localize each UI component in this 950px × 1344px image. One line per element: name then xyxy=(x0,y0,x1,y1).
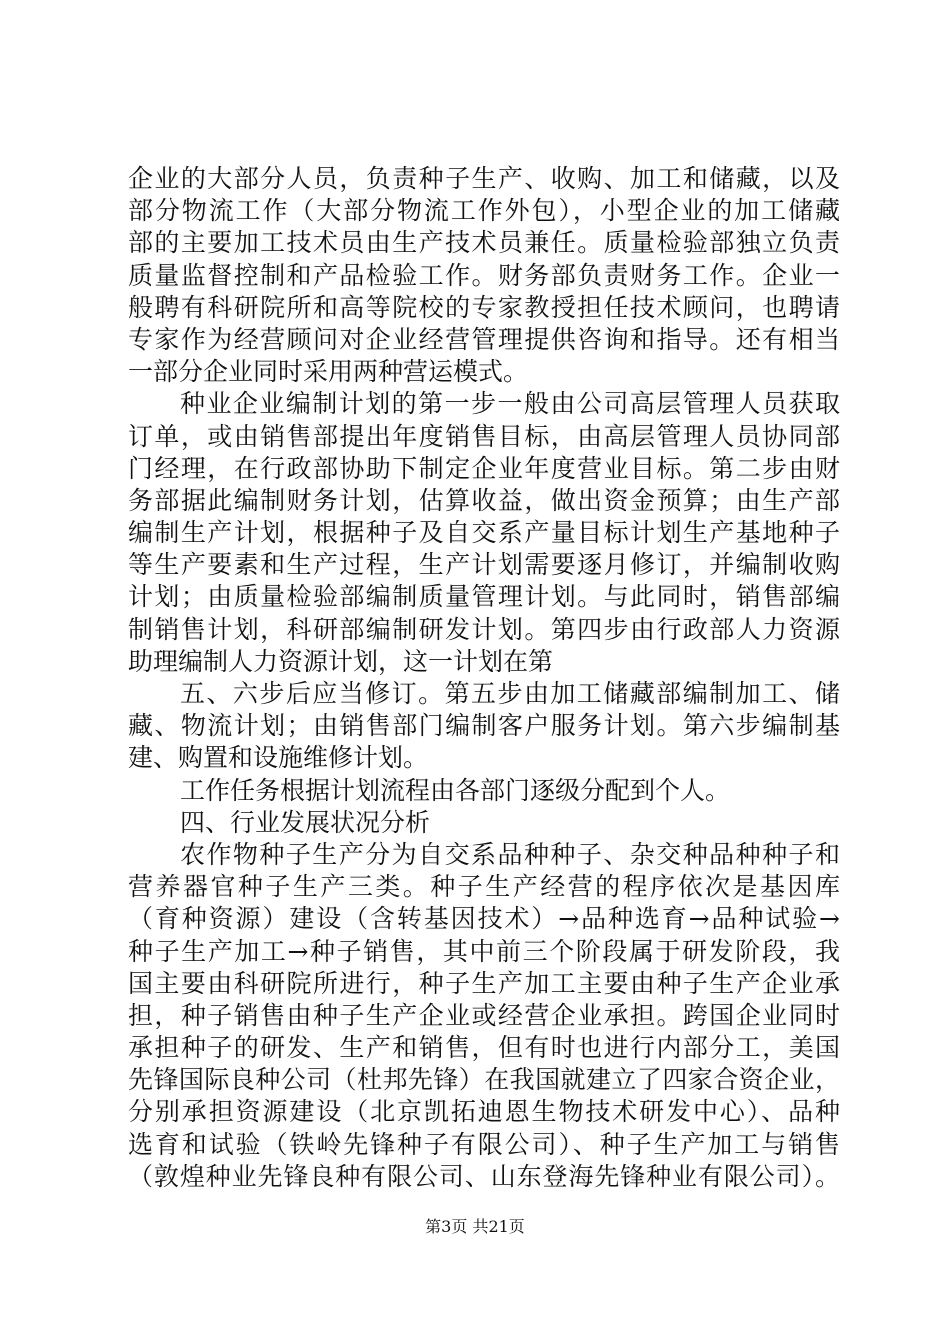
document-body xyxy=(128,163,840,1193)
text-line: 制销售计划，科研部编制研发计划。第四步由行政部人力资源 xyxy=(128,614,840,644)
text-line: 藏、物流计划；由销售部门编制客户服务计划。第六步编制基 xyxy=(128,711,840,741)
text-line: 门经理，在行政部协助下制定企业年度营业目标。第二步由财 xyxy=(128,453,840,483)
text-line: （育种资源）建设（含转基因技术）→品种选育→品种试验→ xyxy=(128,904,840,934)
text-line: 担，种子销售由种子生产企业或经营企业承担。跨国企业同时 xyxy=(128,1000,840,1030)
text-line: 计划；由质量检验部编制质量管理计划。与此同时，销售部编 xyxy=(128,582,840,612)
text-line: 质量监督控制和产品检验工作。财务部负责财务工作。企业一 xyxy=(128,260,840,290)
text-line: 选育和试验（铁岭先锋种子有限公司）、种子生产加工与销售 xyxy=(128,1129,840,1159)
text-line: 编制生产计划，根据种子及自交系产量目标计划生产基地种子 xyxy=(128,518,840,548)
text-line: 营养器官种子生产三类。种子生产经营的程序依次是基因库 xyxy=(128,872,840,902)
text-line: 农作物种子生产分为自交系品种种子、杂交种品种种子和 xyxy=(180,839,840,869)
text-line: 助理编制人力资源计划，这一计划在第 xyxy=(128,646,554,676)
text-line: 务部据此编制财务计划，估算收益，做出资金预算；由生产部 xyxy=(128,485,840,515)
text-line: 先锋国际良种公司（杜邦先锋）在我国就建立了四家合资企业， xyxy=(128,1065,840,1095)
text-line: 建、购置和设施维修计划。 xyxy=(128,743,429,773)
text-line: 种业企业编制计划的第一步一般由公司高层管理人员获取 xyxy=(180,389,840,419)
text-line: （敦煌种业先锋良种有限公司、山东登海先锋种业有限公司）。 xyxy=(128,1161,840,1191)
text-line: 般聘有科研院所和高等院校的专家教授担任技术顾问，也聘请 xyxy=(128,292,840,322)
text-line: 五、六步后应当修订。第五步由加工储藏部编制加工、储 xyxy=(180,679,840,708)
text-line: 工作任务根据计划流程由各部门逐级分配到个人。 xyxy=(180,775,731,805)
text-line: 企业的大部分人员，负责种子生产、收购、加工和储藏，以及 xyxy=(128,164,840,193)
text-line: 专家作为经营顾问对企业经营管理提供咨询和指导。还有相当 xyxy=(128,324,840,354)
text-line: 承担种子的研发、生产和销售，但有时也进行内部分工，美国 xyxy=(128,1033,840,1063)
text-line: 等生产要素和生产过程，生产计划需要逐月修订，并编制收购 xyxy=(128,550,840,580)
text-line: 四、行业发展状况分析 xyxy=(180,807,431,837)
text-line: 一部分企业同时采用两种营运模式。 xyxy=(128,357,529,387)
text-line: 国主要由科研院所进行，种子生产加工主要由种子生产企业承 xyxy=(128,968,840,998)
text-line: 部的主要加工技术员由生产技术员兼任。质量检验部独立负责 xyxy=(128,228,840,258)
text-line: 部分物流工作（大部分物流工作外包），小型企业的加工储藏 xyxy=(128,196,840,226)
text-line: 订单，或由销售部提出年度销售目标，由高层管理人员协同部 xyxy=(128,421,840,451)
page-number-footer: 第3页 共21页 xyxy=(425,1217,525,1236)
text-line: 分别承担资源建设（北京凯拓迪恩生物技术研发中心）、品种 xyxy=(128,1097,840,1127)
text-line: 种子生产加工→种子销售，其中前三个阶段属于研发阶段，我 xyxy=(128,936,840,966)
